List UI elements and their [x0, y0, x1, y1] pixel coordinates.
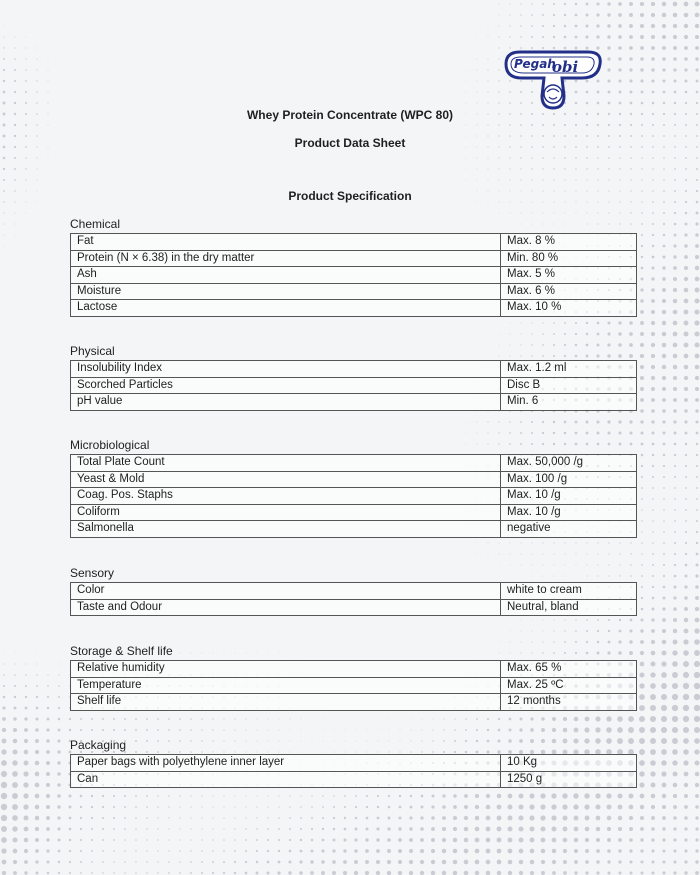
- section-title: Sensory: [70, 566, 115, 580]
- parameter-cell: Color: [71, 583, 501, 600]
- section-title: Physical: [70, 344, 115, 358]
- svg-text:obi: obi: [552, 58, 579, 76]
- section-title: Packaging: [70, 738, 127, 752]
- table-row: [71, 661, 637, 678]
- value-cell: Max. 10 %: [501, 300, 637, 317]
- value-cell: Max. 1.2 ml: [501, 361, 637, 378]
- table-row: [71, 771, 637, 788]
- svg-text:Pegah: Pegah: [514, 57, 556, 71]
- parameter-cell: Shelf life: [71, 694, 501, 711]
- spec-heading: Product Specification: [288, 189, 412, 203]
- value-cell: Max. 10 /g: [501, 504, 637, 521]
- value-cell: Neutral, bland: [501, 599, 637, 616]
- spec-table: [70, 660, 637, 711]
- parameter-cell: Temperature: [71, 677, 501, 694]
- parameter-cell: Protein (N × 6.38) in the dry matter: [71, 250, 501, 267]
- table-row: [71, 755, 637, 772]
- value-cell: Max. 10 /g: [501, 488, 637, 505]
- parameter-cell: Coliform: [71, 504, 501, 521]
- value-cell: Disc B: [501, 377, 637, 394]
- table-row: [71, 521, 637, 538]
- table-row: [71, 583, 637, 600]
- parameter-cell: Moisture: [71, 283, 501, 300]
- spec-table: [70, 582, 637, 616]
- table-row: [71, 377, 637, 394]
- parameter-cell: pH value: [71, 394, 501, 411]
- section-physical: [70, 343, 628, 411]
- value-cell: 1250 g: [501, 771, 637, 788]
- parameter-cell: Total Plate Count: [71, 455, 501, 472]
- section-sensory: [70, 565, 628, 616]
- value-cell: Min. 6: [501, 394, 637, 411]
- section-packaging: [70, 737, 628, 788]
- parameter-cell: Ash: [71, 267, 501, 284]
- section-microbiological: [70, 437, 628, 538]
- value-cell: 12 months: [501, 694, 637, 711]
- table-row: [71, 250, 637, 267]
- parameter-cell: Coag. Pos. Staphs: [71, 488, 501, 505]
- parameter-cell: Can: [71, 771, 501, 788]
- table-row: [71, 471, 637, 488]
- value-cell: Max. 50,000 /g: [501, 455, 637, 472]
- parameter-cell: Lactose: [71, 300, 501, 317]
- section-title: Microbiological: [70, 438, 150, 452]
- section-chemical: [70, 216, 628, 317]
- spec-table: [70, 754, 637, 788]
- value-cell: Max. 8 %: [501, 234, 637, 251]
- pegah-logo: [502, 48, 604, 112]
- table-row: [71, 455, 637, 472]
- table-row: [71, 599, 637, 616]
- spec-table: [70, 454, 637, 538]
- spec-table: [70, 360, 637, 411]
- value-cell: Max. 6 %: [501, 283, 637, 300]
- table-row: [71, 267, 637, 284]
- value-cell: Max. 25 ºC: [501, 677, 637, 694]
- parameter-cell: Relative humidity: [71, 661, 501, 678]
- parameter-cell: Taste and Odour: [71, 599, 501, 616]
- table-row: [71, 234, 637, 251]
- value-cell: Max. 5 %: [501, 267, 637, 284]
- table-row: [71, 677, 637, 694]
- parameter-cell: Salmonella: [71, 521, 501, 538]
- table-row: [71, 283, 637, 300]
- section-title: Chemical: [70, 217, 121, 231]
- product-title: Whey Protein Concentrate (WPC 80): [246, 108, 454, 122]
- value-cell: Max. 65 %: [501, 661, 637, 678]
- table-row: [71, 694, 637, 711]
- table-row: [71, 394, 637, 411]
- value-cell: white to cream: [501, 583, 637, 600]
- section-title: Storage & Shelf life: [70, 644, 173, 658]
- value-cell: Min. 80 %: [501, 250, 637, 267]
- table-row: [71, 504, 637, 521]
- parameter-cell: Paper bags with polyethylene inner layer: [71, 755, 501, 772]
- table-row: [71, 488, 637, 505]
- table-row: [71, 300, 637, 317]
- parameter-cell: Yeast & Mold: [71, 471, 501, 488]
- value-cell: negative: [501, 521, 637, 538]
- spec-table: [70, 233, 637, 317]
- table-row: [71, 361, 637, 378]
- value-cell: Max. 100 /g: [501, 471, 637, 488]
- parameter-cell: Insolubility Index: [71, 361, 501, 378]
- section-storage-shelf-life: [70, 643, 628, 711]
- document-subtitle: Product Data Sheet: [294, 136, 406, 150]
- value-cell: 10 Kg: [501, 755, 637, 772]
- parameter-cell: Fat: [71, 234, 501, 251]
- parameter-cell: Scorched Particles: [71, 377, 501, 394]
